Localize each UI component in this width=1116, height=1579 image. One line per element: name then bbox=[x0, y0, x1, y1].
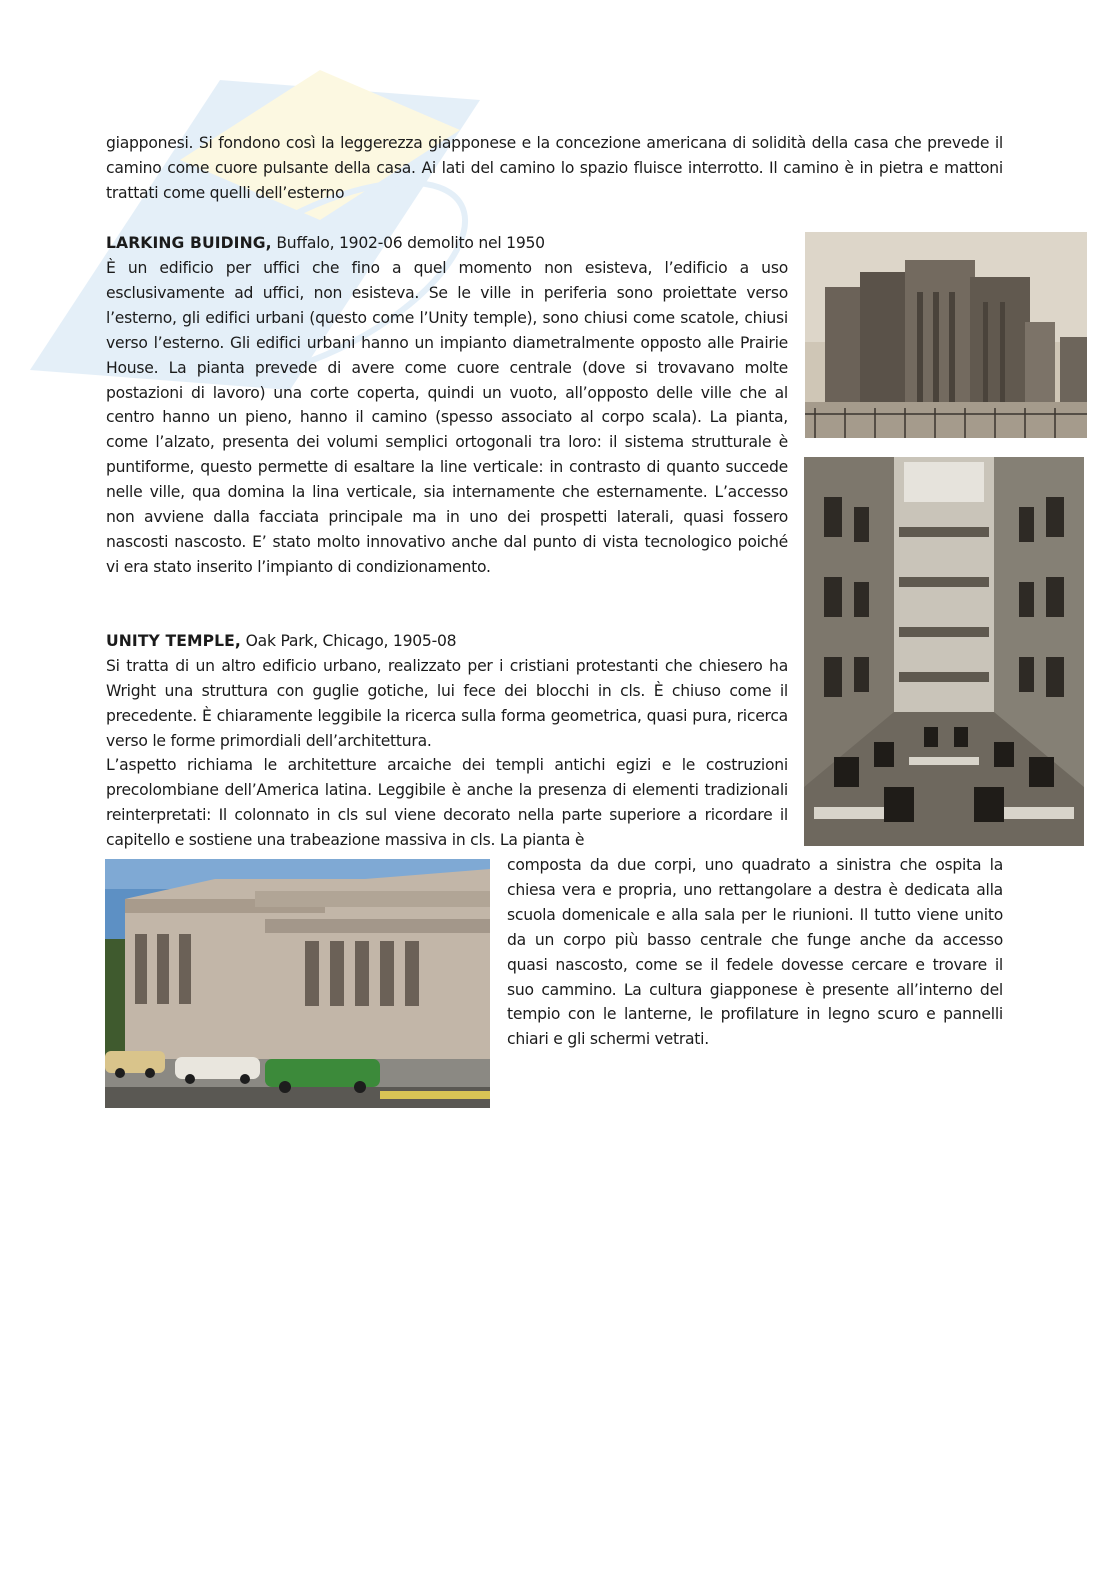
unity-paragraph-1: Si tratta di un altro edificio urbano, realizzato per i cristiani protestanti che chiesero ha Wright una struttura con guglie gotiche, lui fece dei blocchi in cls. È chiuso come il precedente. È chiaramente leggibile la ricerca sulla forma geometrica, quasi pura, ricerca verso le forme primordiali dell’architettura. bbox=[106, 657, 788, 750]
larkin-subheading: Buffalo, 1902-06 demolito nel 1950 bbox=[271, 234, 545, 252]
unity-temple-photo bbox=[105, 859, 490, 1108]
unity-paragraph-3: composta da due corpi, uno quadrato a sinistra che ospita la chiesa vera e propria, uno rettangolare a destra è dedicata alla scuola domenicale e alla sala per le riunioni. Il tutto viene unito da un corpo più basso centrale che funge anche da accesso quasi nascosto, come se il fedele dovesse cercare e trovare il suo cammino. La cultura giapponese è presente all’interno del tempio con le lanterne, le profilature in legno scuro e pannelli chiari e gli schermi vetrati. bbox=[507, 856, 1003, 1049]
unity-subheading: Oak Park, Chicago, 1905-08 bbox=[240, 632, 457, 650]
larkin-interior-photo bbox=[804, 457, 1084, 846]
larkin-exterior-photo bbox=[805, 232, 1087, 438]
intro-paragraph: giapponesi. Si fondono così la leggerezza giapponese e la concezione americana di solidità della casa che prevede il camino come cuore pulsante della casa. Ai lati del camino lo spazio fluisce interrotto. Il camino è in pietra e mattoni trattati come quelli dell’esterno bbox=[106, 134, 1003, 202]
larkin-heading: LARKING BUIDING, bbox=[106, 234, 272, 252]
unity-heading-line bbox=[106, 629, 786, 654]
larkin-paragraph: È un edificio per uffici che fino a quel momento non esisteva, l’edificio a uso esclusivamente ad uffici, non esisteva. Se le ville in periferia sono proiettate verso l’esterno, gli edifici urbani (questo come l’Unity temple), sono chiusi come scatole, chiusi verso l’esterno. Gli edifici urbani hanno un impianto diametralmente opposto alle Prairie House. La pianta prevede di avere come cuore centrale (dove si trovavano molte postazioni di lavoro) una corte coperta, quindi un vuoto, all’opposto delle ville che al centro hanno un pieno, hanno il camino (spesso associato al corpo scala). La pianta, come l’alzato, presenta dei volumi semplici ortogonali tra loro: il sistema strutturale è puntiforme, questo permette di esaltare la line verticale: in contrasto di quanto succede nelle ville, qua domina la lina verticale, sia internamente che esternamente. L’accesso non avviene dalla facciata principale ma in uno dei prospetti laterali, quasi fossero nascosti nascosto. E’ stato molto innovativo anche dal punto di vista tecnologico poiché vi era stato inserito l’impianto di condizionamento. bbox=[106, 259, 788, 576]
unity-heading: UNITY TEMPLE, bbox=[106, 632, 241, 650]
unity-paragraph-2: L’aspetto richiama le architetture arcaiche dei templi antichi egizi e le costruzioni precolombiane dell’America latina. Leggibile è anche la presenza di elementi tradizionali reinterpretati: Il colonnato in cls sul viene decorato nella parte superiore a ricordare il capitello e sostiene una trabeazione massiva in cls. La pianta è bbox=[106, 756, 788, 849]
larkin-heading-line bbox=[106, 231, 786, 256]
